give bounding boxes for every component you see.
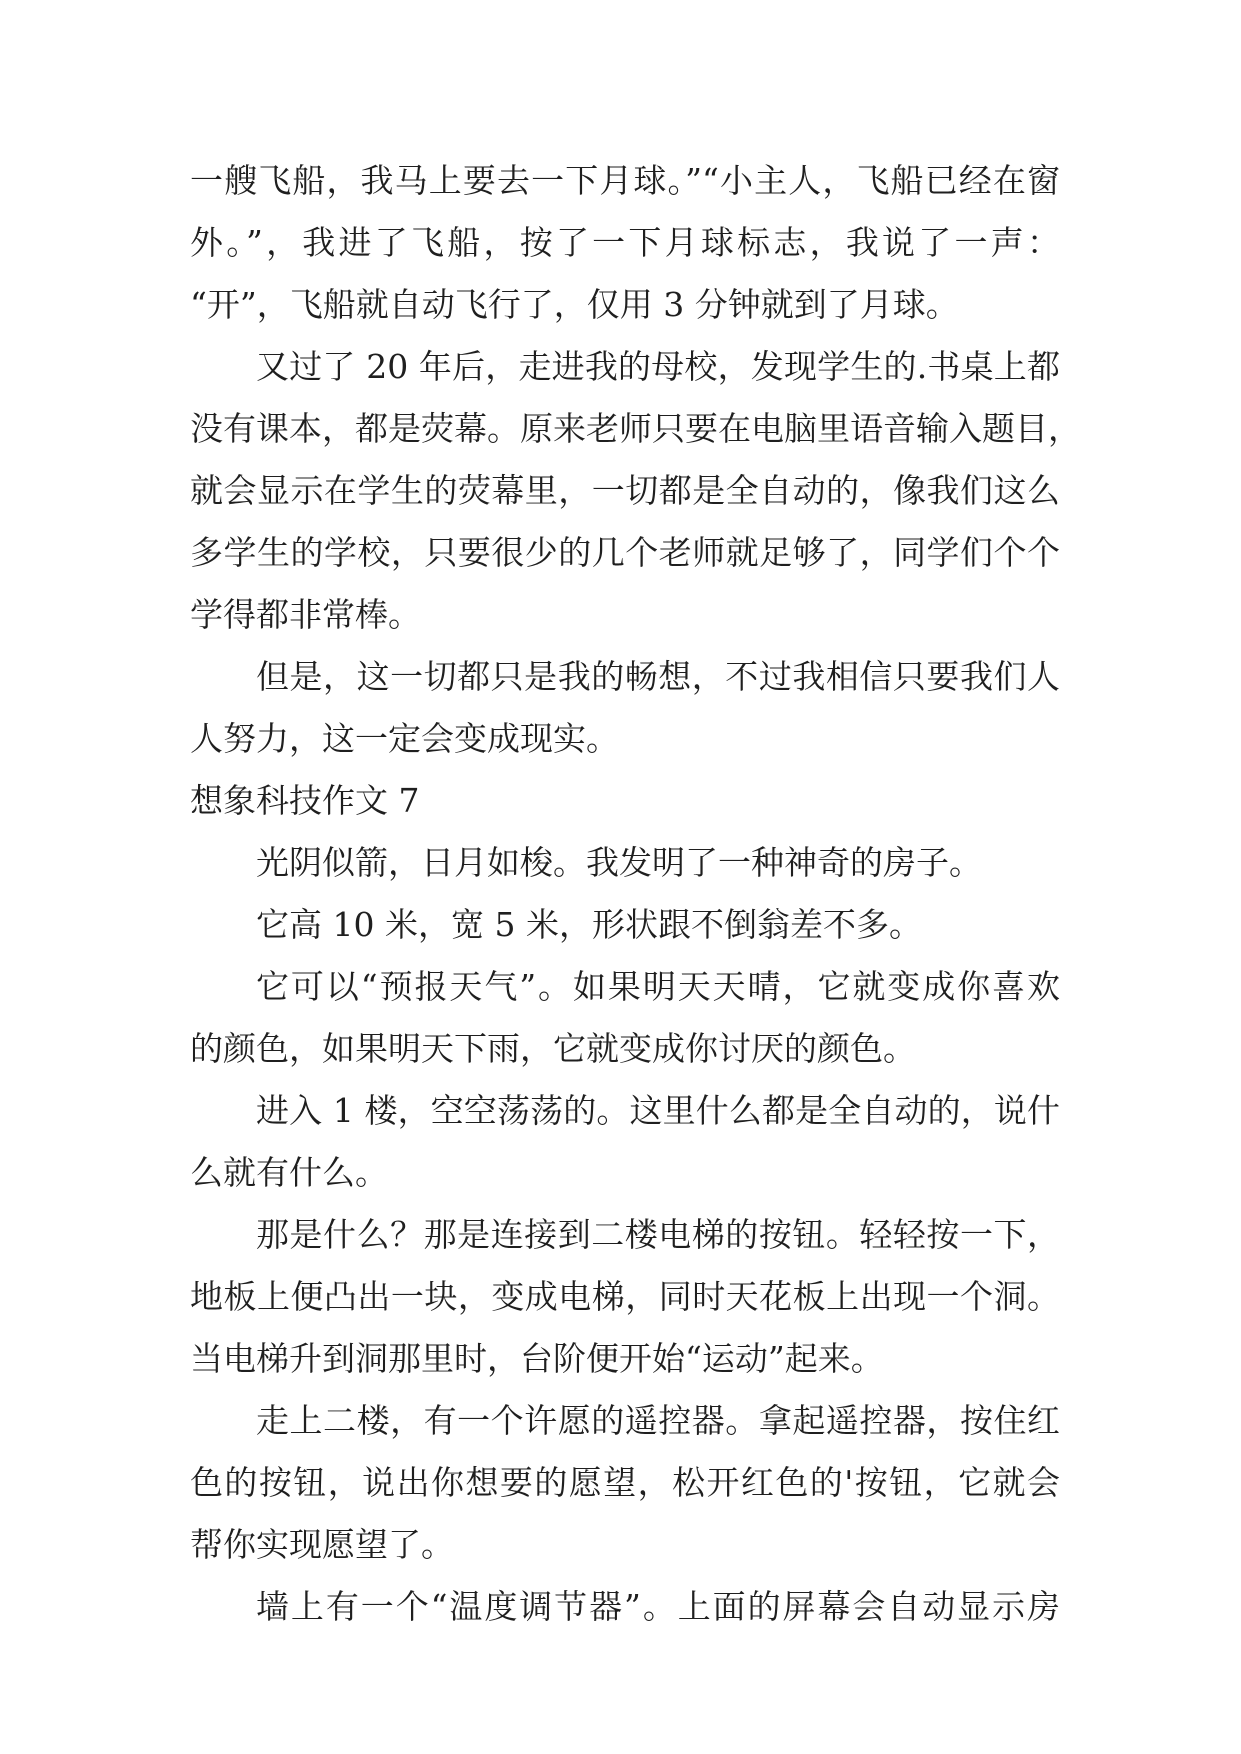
text-line: 人努力，这一定会变成现实。 [190,719,619,758]
paragraph-first-line: 它高 10 米，宽 5 米，形状跟不倒翁差不多。 [256,905,922,944]
section-heading: 想象科技作文 7 [190,781,420,820]
paragraph-first-line: 进入 1 楼，空空荡荡的。这里什么都是全自动的，说什 [256,1091,1060,1130]
text-line: 的颜色，如果明天下雨，它就变成你讨厌的颜色。 [190,1029,916,1068]
text-line: 色的按钮，说出你想要的愿望，松开红色的'按钮，它就会 [190,1463,1060,1502]
text-line: 学得都非常棒。 [190,595,421,634]
paragraph-first-line: 又过了 20 年后，走进我的母校，发现学生的.书桌上都 [256,347,1060,386]
text-line: 帮你实现愿望了。 [190,1525,454,1564]
text-line: 外。”，我进了飞船，按了一下月球标志，我说了一声： [190,223,1060,262]
paragraph-first-line: 光阴似箭，日月如梭。我发明了一种神奇的房子。 [256,843,982,882]
paragraph-first-line: 走上二楼，有一个许愿的遥控器。拿起遥控器，按住红 [256,1401,1060,1440]
paragraph-first-line: 那是什么？那是连接到二楼电梯的按钮。轻轻按一下， [256,1215,1060,1254]
text-line: 么就有什么。 [190,1153,388,1192]
text-line: 没有课本，都是荧幕。原来老师只要在电脑里语音输入题目， [190,409,1081,448]
text-line: “开”，飞船就自动飞行了，仅用 3 分钟就到了月球。 [190,285,959,324]
text-line: 地板上便凸出一块，变成电梯，同时天花板上出现一个洞。 [190,1277,1060,1316]
text-line: 当电梯升到洞那里时，台阶便开始“运动”起来。 [190,1339,884,1378]
text-line: 一艘飞船，我马上要去一下月球。”“小主人，飞船已经在窗 [190,161,1060,200]
paragraph-first-line: 墙上有一个“温度调节器”。上面的屏幕会自动显示房 [256,1587,1060,1626]
paragraph-first-line: 但是，这一切都只是我的畅想，不过我相信只要我们人 [256,657,1060,696]
text-line: 就会显示在学生的荧幕里，一切都是全自动的，像我们这么 [190,471,1060,510]
paragraph-first-line: 它可以“预报天气”。如果明天天晴，它就变成你喜欢 [256,967,1060,1006]
document-body [190,150,1081,1638]
text-line: 多学生的学校，只要很少的几个老师就足够了，同学们个个 [190,533,1060,572]
